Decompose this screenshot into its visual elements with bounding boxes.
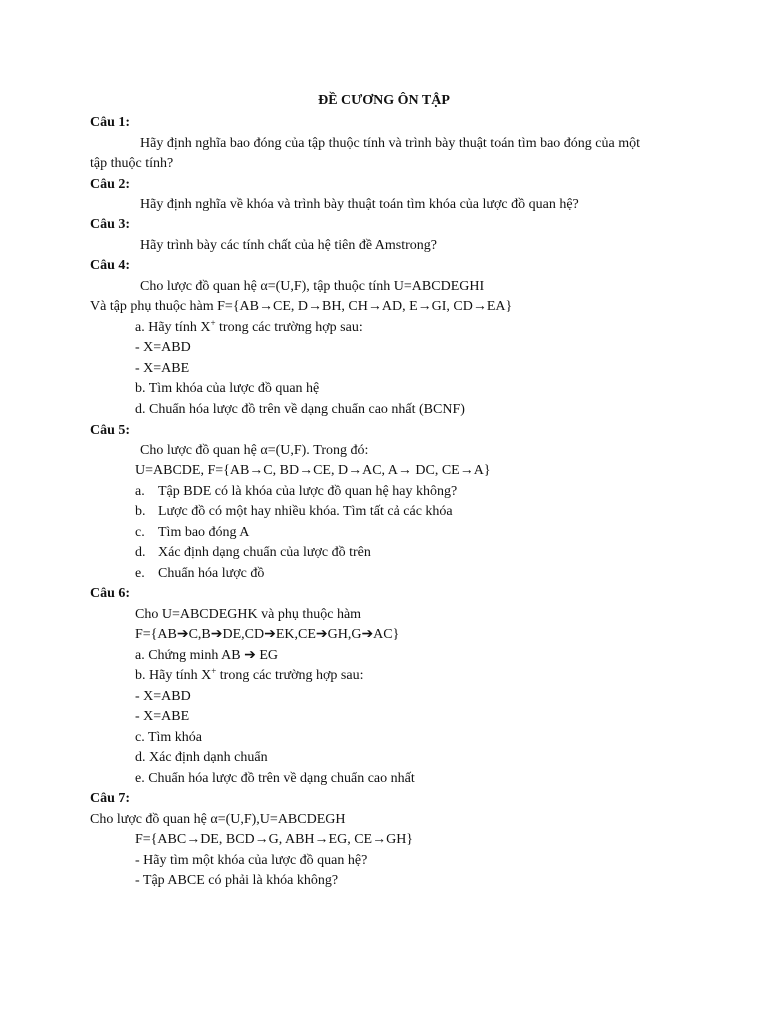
question-6-item-e: e. Chuẩn hóa lược đồ trên về dạng chuẩn cao nhất xyxy=(135,771,415,786)
question-6-case-2: - X=ABE xyxy=(135,709,190,724)
question-6-heading: Câu 6: xyxy=(90,586,131,601)
question-6-intro: Cho U=ABCDEGHK và phụ thuộc hàm xyxy=(135,607,362,622)
question-6-item-c: c. Tìm khóa xyxy=(135,730,203,745)
question-2-heading: Câu 2: xyxy=(90,177,131,192)
question-5-intro: Cho lược đồ quan hệ α=(U,F). Trong đó: xyxy=(140,443,369,458)
question-5-heading: Câu 5: xyxy=(90,423,131,438)
list-marker: a. xyxy=(135,484,145,499)
closure-plus-superscript: + xyxy=(211,666,217,676)
question-6-case-1: - X=ABD xyxy=(135,689,191,704)
list-marker: e. xyxy=(135,566,145,581)
question-4-case-2: - X=ABE xyxy=(135,361,190,376)
question-1-text-line-1: Hãy định nghĩa bao đóng của tập thuộc tính và trình bày thuật toán tìm bao đóng của một xyxy=(140,136,641,151)
list-item-text: Chuẩn hóa lược đồ xyxy=(158,566,265,581)
question-4-item-b: b. Tìm khóa của lược đồ quan hệ xyxy=(135,381,320,396)
question-4-item-a-pre: a. Hãy tính X xyxy=(135,320,211,335)
question-7-item-2: - Tập ABCE có phải là khóa không? xyxy=(135,873,339,888)
question-6-fds: F={AB➔C,B➔DE,CD➔EK,CE➔GH,G➔AC} xyxy=(135,627,400,642)
question-4-case-1: - X=ABD xyxy=(135,340,191,355)
question-4-intro: Cho lược đồ quan hệ α=(U,F), tập thuộc tính U=ABCDEGHI xyxy=(140,279,485,294)
closure-plus-superscript: + xyxy=(210,318,216,328)
question-7-heading: Câu 7: xyxy=(90,791,131,806)
question-3-text: Hãy trình bày các tính chất của hệ tiên đề Amstrong? xyxy=(140,238,438,253)
question-4-item-a xyxy=(135,319,363,337)
question-6-item-b xyxy=(135,667,364,685)
question-3-heading: Câu 3: xyxy=(90,217,131,232)
question-7-fds: F={ABC→DE, BCD→G, ABH→EG, CE→GH} xyxy=(135,832,414,847)
question-4-item-d: d. Chuẩn hóa lược đồ trên về dạng chuẩn cao nhất (BCNF) xyxy=(135,402,465,417)
question-1-text-line-2: tập thuộc tính? xyxy=(90,156,174,171)
list-item-text: Tập BDE có là khóa của lược đồ quan hệ hay không? xyxy=(158,484,458,499)
document-title: ĐỀ CƯƠNG ÔN TẬP xyxy=(318,93,450,108)
question-5-item-d xyxy=(135,544,371,562)
question-5-item-c xyxy=(135,524,249,542)
question-6-item-b-pre: b. Hãy tính X xyxy=(135,668,212,683)
question-6-item-d: d. Xác định dạnh chuẩn xyxy=(135,750,268,765)
question-5-item-b xyxy=(135,503,453,521)
question-6-item-a: a. Chứng minh AB ➔ EG xyxy=(135,648,278,663)
question-5-item-a xyxy=(135,483,457,501)
question-4-item-a-post: trong các trường hợp sau: xyxy=(215,320,363,335)
question-7-intro: Cho lược đồ quan hệ α=(U,F),U=ABCDEGH xyxy=(90,812,346,827)
question-5-fds: U=ABCDE, F={AB→C, BD→CE, D→AC, A→ DC, CE→A} xyxy=(135,463,491,478)
list-marker: b. xyxy=(135,504,146,519)
list-marker: c. xyxy=(135,525,145,540)
question-1-heading: Câu 1: xyxy=(90,115,131,130)
list-item-text: Lược đồ có một hay nhiều khóa. Tìm tất cả các khóa xyxy=(158,504,453,519)
question-4-fds: Và tập phụ thuộc hàm F={AB→CE, D→BH, CH→AD, E→GI, CD→EA} xyxy=(90,299,513,314)
list-item-text: Xác định dạng chuẩn của lược đồ trên xyxy=(158,545,371,560)
question-7-item-1: - Hãy tìm một khóa của lược đồ quan hệ? xyxy=(135,853,368,868)
list-marker: d. xyxy=(135,545,146,560)
question-5-item-e xyxy=(135,565,264,583)
question-2-text: Hãy định nghĩa về khóa và trình bày thuật toán tìm khóa của lược đồ quan hệ? xyxy=(140,197,579,212)
list-item-text: Tìm bao đóng A xyxy=(158,525,250,540)
question-4-heading: Câu 4: xyxy=(90,258,131,273)
question-6-item-b-post: trong các trường hợp sau: xyxy=(216,668,364,683)
